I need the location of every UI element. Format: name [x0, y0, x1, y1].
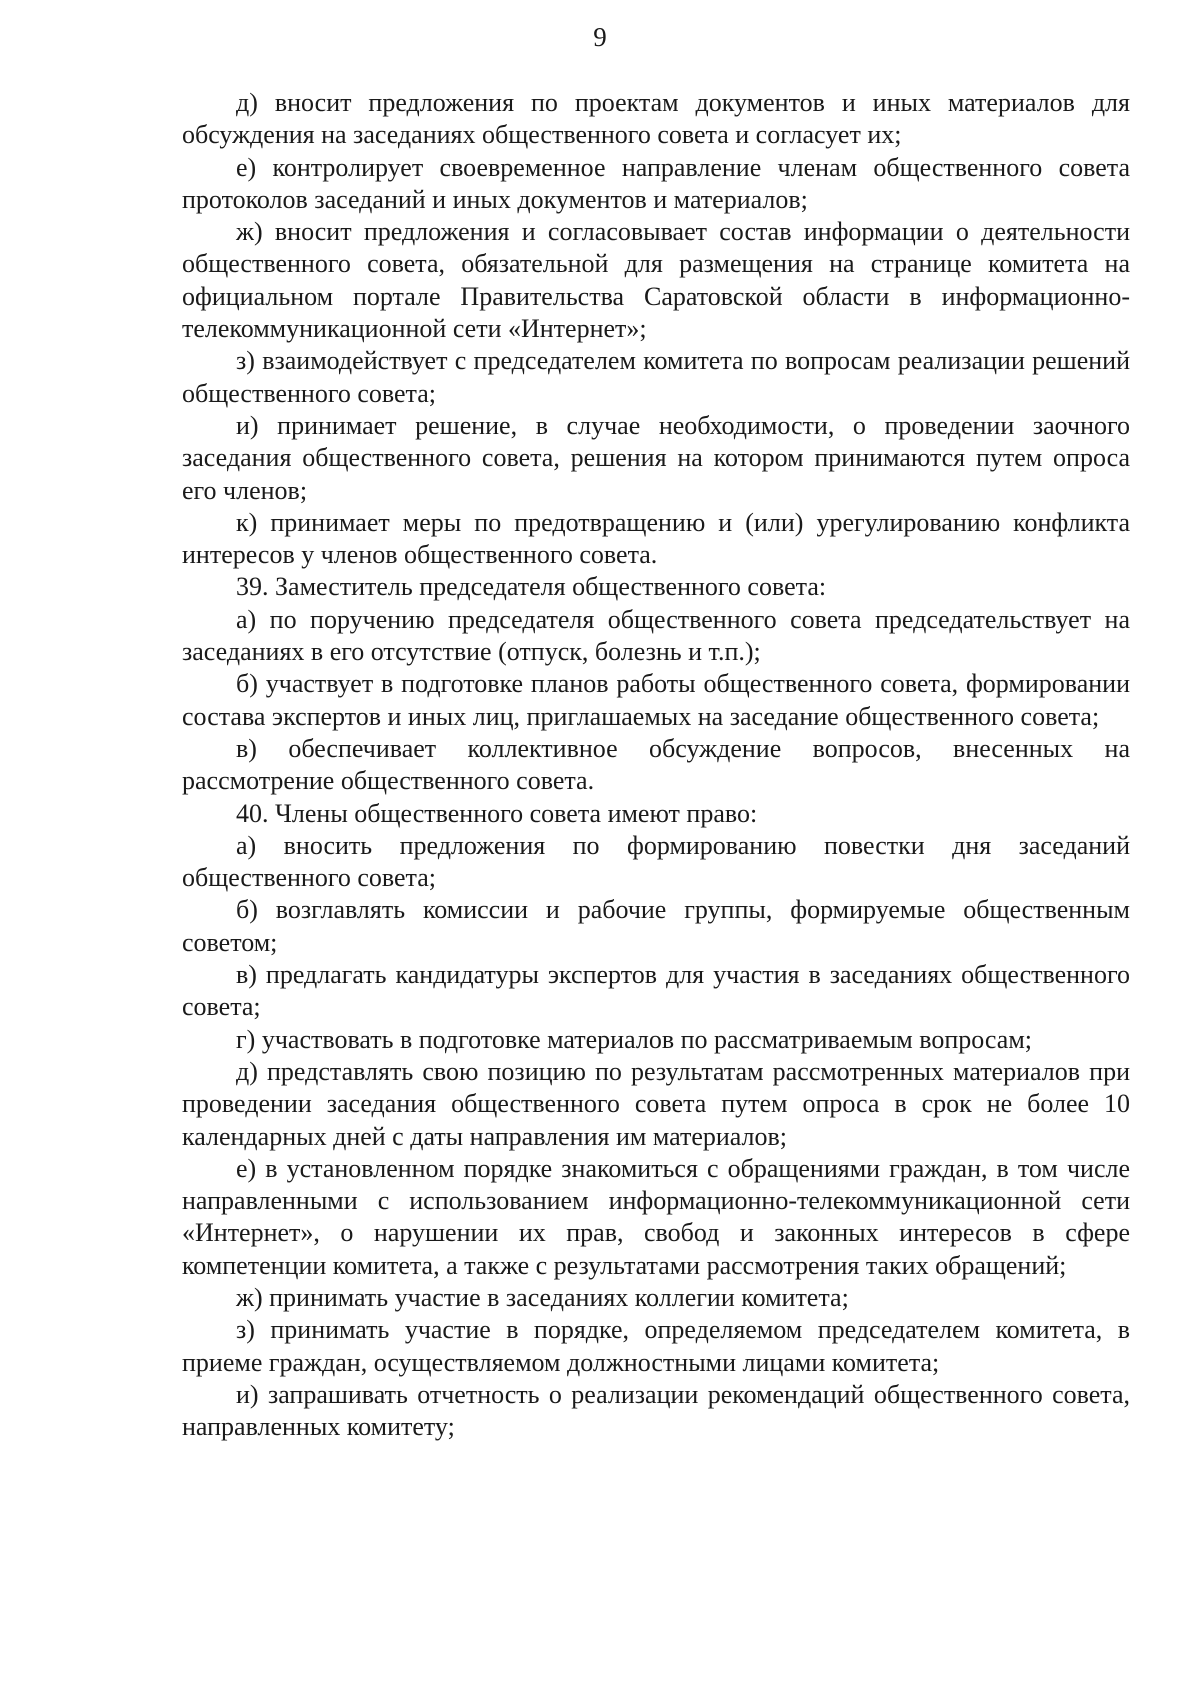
paragraph-40-g: г) участвовать в подготовке материалов по рассматриваемым вопросам; — [236, 1024, 1032, 1054]
paragraph-38-zh: ж) вносит предложения и согласовывает состав информации о деятельности общественного совета, обязательной для размещения на странице комитета на официальном портале Правительства Саратовской области в информационно-телекоммуникационной сети «Интернет»; — [182, 217, 1130, 344]
paragraph-38-z: з) взаимодействует с председателем комитета по вопросам реализации решений общественного совета; — [182, 346, 1130, 408]
page-number: 9 — [593, 22, 607, 52]
paragraph-40-v: в) предлагать кандидатуры экспертов для участия в заседаниях общественного совета; — [182, 960, 1130, 1022]
paragraph-40-a: а) вносить предложения по формированию повестки дня заседаний общественного совета; — [182, 830, 1130, 893]
paragraph-39-v: в) обеспечивает коллективное обсуждение вопросов, внесенных на рассмотрение общественного совета. — [182, 733, 1130, 796]
clause-39-heading: 39. Заместитель председателя общественного совета: — [236, 572, 827, 602]
paragraph-38-e: е) контролирует своевременное направление членам общественного совета протоколов заседаний и иных документов и материалов; — [182, 152, 1130, 214]
paragraph-39-b: б) участвует в подготовке планов работы общественного совета, формировании состава экспертов и иных лиц, приглашаемых на заседание общественного совета; — [182, 669, 1130, 731]
paragraph-38-i: и) принимает решение, в случае необходимости, о проведении заочного заседания общественного совета, решения на котором принимаются путем опроса его членов; — [182, 410, 1130, 505]
paragraph-40-d: д) представлять свою позицию по результатам рассмотренных материалов при проведении заседания общественного совета путем опроса в срок не более 10 календарных дней с даты направления им материалов; — [182, 1056, 1130, 1151]
clause-40-heading: 40. Члены общественного совета имеют право: — [236, 798, 758, 828]
paragraph-40-z: з) принимать участие в порядке, определяемом председателем комитета, в приеме граждан, осуществляемом должностными лицами комитета; — [182, 1315, 1130, 1377]
paragraph-39-a: а) по поручению председателя общественного совета председательствует на заседаниях в его отсутствие (отпуск, болезнь и т.п.); — [182, 604, 1130, 667]
document-body — [182, 87, 1130, 1443]
paragraph-40-i: и) запрашивать отчетность о реализации рекомендаций общественного совета, направленных комитету; — [182, 1379, 1130, 1442]
paragraph-40-zh: ж) принимать участие в заседаниях коллегии комитета; — [236, 1282, 849, 1312]
paragraph-40-e: е) в установленном порядке знакомиться с обращениями граждан, в том числе направленными с использованием информационно-телекоммуникационной сети «Интернет», о нарушении их прав, свобод и законных интересов в сфере компетенции комитета, а также с результатами рассмотрения таких обращений; — [182, 1153, 1130, 1280]
paragraph-40-b: б) возглавлять комиссии и рабочие группы, формируемые общественным советом; — [182, 895, 1130, 957]
paragraph-38-k: к) принимает меры по предотвращению и (или) урегулированию конфликта интересов у членов общественного совета. — [182, 507, 1130, 570]
paragraph-38-d: д) вносит предложения по проектам документов и иных материалов для обсуждения на заседаниях общественного совета и согласует их; — [182, 88, 1130, 150]
